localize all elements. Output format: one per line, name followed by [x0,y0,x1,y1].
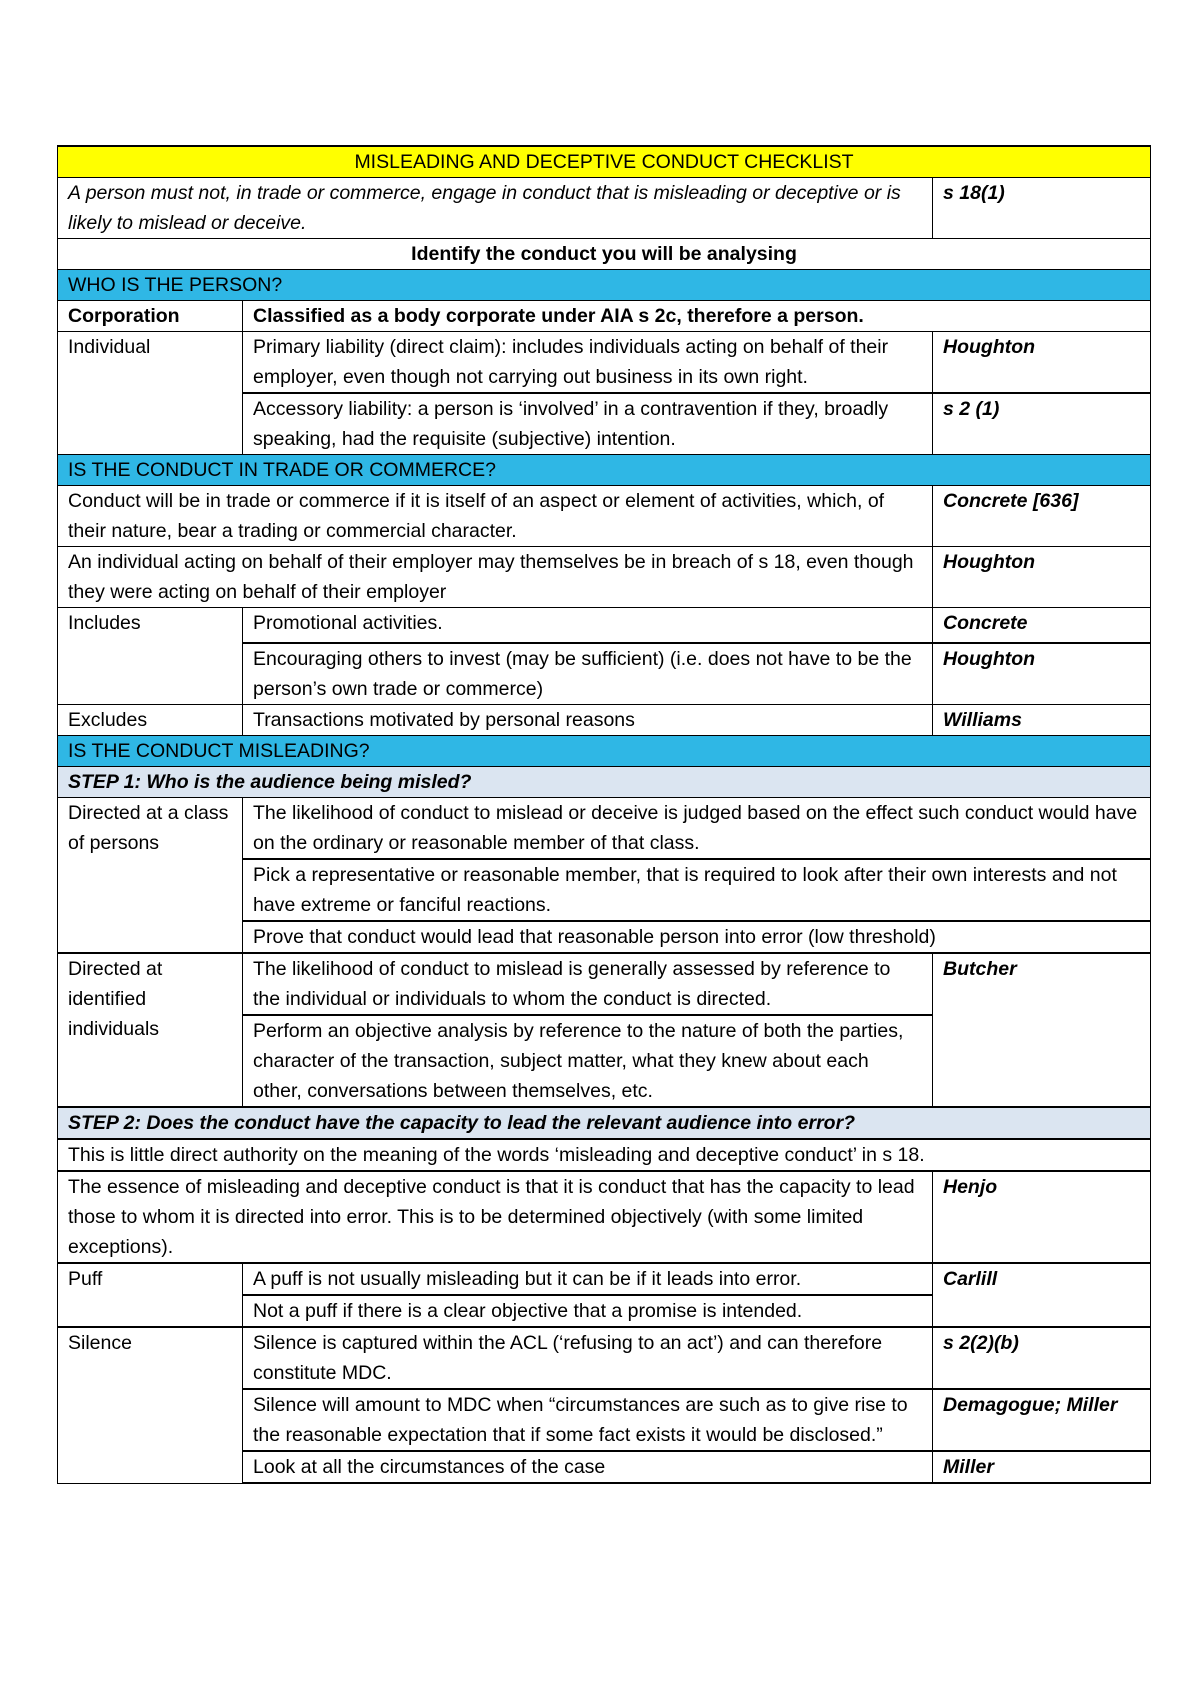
accessory-liability-text: Accessory liability: a person is ‘involved’ in a contravention if they, broadly speaking, had the requisite (subjective) intention. [243,393,933,455]
class-row [58,798,1151,860]
trade-text: Conduct will be in trade or commerce if it is itself of an aspect or element of activities, which, of their nature, bear a trading or commercial character. [58,486,933,547]
essence-text: The essence of misleading and deceptive conduct is that it is conduct that has the capacity to lead those to whom it is directed into error. This is to be determined objectively (with some limited exceptions). [58,1171,933,1263]
corporation-label: Corporation [58,301,243,332]
silence-item-cite: Miller [933,1451,1151,1483]
puff-item: A puff is not usually misleading but it can be if it leads into error. [243,1263,933,1295]
primary-liability-cite: Houghton [933,332,1151,394]
identify-row [58,239,1151,270]
identify-heading: Identify the conduct you will be analysing [58,239,1151,270]
trade-row [58,486,1151,547]
silence-item-text: Silence will amount to MDC when “circumstances are such as to give rise to the reasonable expectation that if some fact exists it would be disclosed.” [243,1389,933,1451]
title-row [58,146,1151,178]
excludes-text: Transactions motivated by personal reasons [243,705,933,736]
identified-label: Directed at identified individuals [58,953,243,1107]
class-item: Prove that conduct would lead that reasonable person into error (low threshold) [243,921,1151,953]
trade-row [58,547,1151,608]
silence-item-cite: s 2(2)(b) [933,1327,1151,1389]
section-trade [58,455,1151,486]
identified-cite: Butcher [933,953,1151,1107]
includes-item-cite: Concrete [933,608,1151,644]
includes-item-text: Encouraging others to invest (may be sufficient) (i.e. does not have to be the person’s own trade or commerce) [243,643,933,705]
excludes-cite: Williams [933,705,1151,736]
excludes-label: Excludes [58,705,243,736]
trade-cite: Concrete [636] [933,486,1151,547]
identified-item: Perform an objective analysis by reference to the nature of both the parties, character of the transaction, subject matter, what they knew about each other, conversations between themselves, etc. [243,1015,933,1107]
includes-item-text: Promotional activities. [243,608,933,644]
puff-label: Puff [58,1263,243,1327]
class-item: The likelihood of conduct to mislead or deceive is judged based on the effect such conduct would have on the ordinary or reasonable member of that class. [243,798,1151,860]
section-heading-person: WHO IS THE PERSON? [58,270,1151,301]
excludes-row [58,705,1151,736]
essence-row [58,1171,1151,1263]
silence-item-text: Silence is captured within the ACL (‘refusing to an act’) and can therefore constitute MDC. [243,1327,933,1389]
includes-row [58,608,1151,644]
authority-text: This is little direct authority on the meaning of the words ‘misleading and deceptive conduct’ in s 18. [58,1139,1151,1171]
trade-cite: Houghton [933,547,1151,608]
includes-label: Includes [58,608,243,705]
essence-cite: Henjo [933,1171,1151,1263]
intro-cite: s 18(1) [933,178,1151,239]
silence-row [58,1327,1151,1389]
silence-item-text: Look at all the circumstances of the case [243,1451,933,1483]
silence-label: Silence [58,1327,243,1483]
individual-label: Individual [58,332,243,455]
corporation-row [58,301,1151,332]
class-label: Directed at a class of persons [58,798,243,954]
accessory-liability-cite: s 2 (1) [933,393,1151,455]
step-1-row [58,767,1151,798]
primary-liability-text: Primary liability (direct claim): includes individuals acting on behalf of their employer, even though not carrying out business in its own right. [243,332,933,394]
step-2-row [58,1107,1151,1139]
includes-item-cite: Houghton [933,643,1151,705]
section-misleading [58,736,1151,767]
section-heading-trade: IS THE CONDUCT IN TRADE OR COMMERCE? [58,455,1151,486]
step-2-heading: STEP 2: Does the conduct have the capacity to lead the relevant audience into error? [58,1107,1151,1139]
silence-item-cite: Demagogue; Miller [933,1389,1151,1451]
puff-cite: Carlill [933,1263,1151,1327]
puff-row [58,1263,1151,1295]
step-1-heading: STEP 1: Who is the audience being misled? [58,767,1151,798]
intro-text: A person must not, in trade or commerce, engage in conduct that is misleading or deceptive or is likely to mislead or deceive. [58,178,933,239]
identified-item: The likelihood of conduct to mislead is generally assessed by reference to the individual or individuals to whom the conduct is directed. [243,953,933,1015]
puff-item: Not a puff if there is a clear objective that a promise is intended. [243,1295,933,1327]
class-item: Pick a representative or reasonable member, that is required to look after their own interests and not have extreme or fanciful reactions. [243,859,1151,921]
corporation-text: Classified as a body corporate under AIA s 2c, therefore a person. [243,301,1151,332]
checklist-table [57,145,1151,1484]
identified-row [58,953,1151,1015]
intro-row [58,178,1151,239]
section-person [58,270,1151,301]
section-heading-misleading: IS THE CONDUCT MISLEADING? [58,736,1151,767]
trade-text: An individual acting on behalf of their employer may themselves be in breach of s 18, even though they were acting on behalf of their employer [58,547,933,608]
authority-row [58,1139,1151,1171]
individual-row-primary [58,332,1151,394]
page-title: MISLEADING AND DECEPTIVE CONDUCT CHECKLIST [58,146,1151,178]
